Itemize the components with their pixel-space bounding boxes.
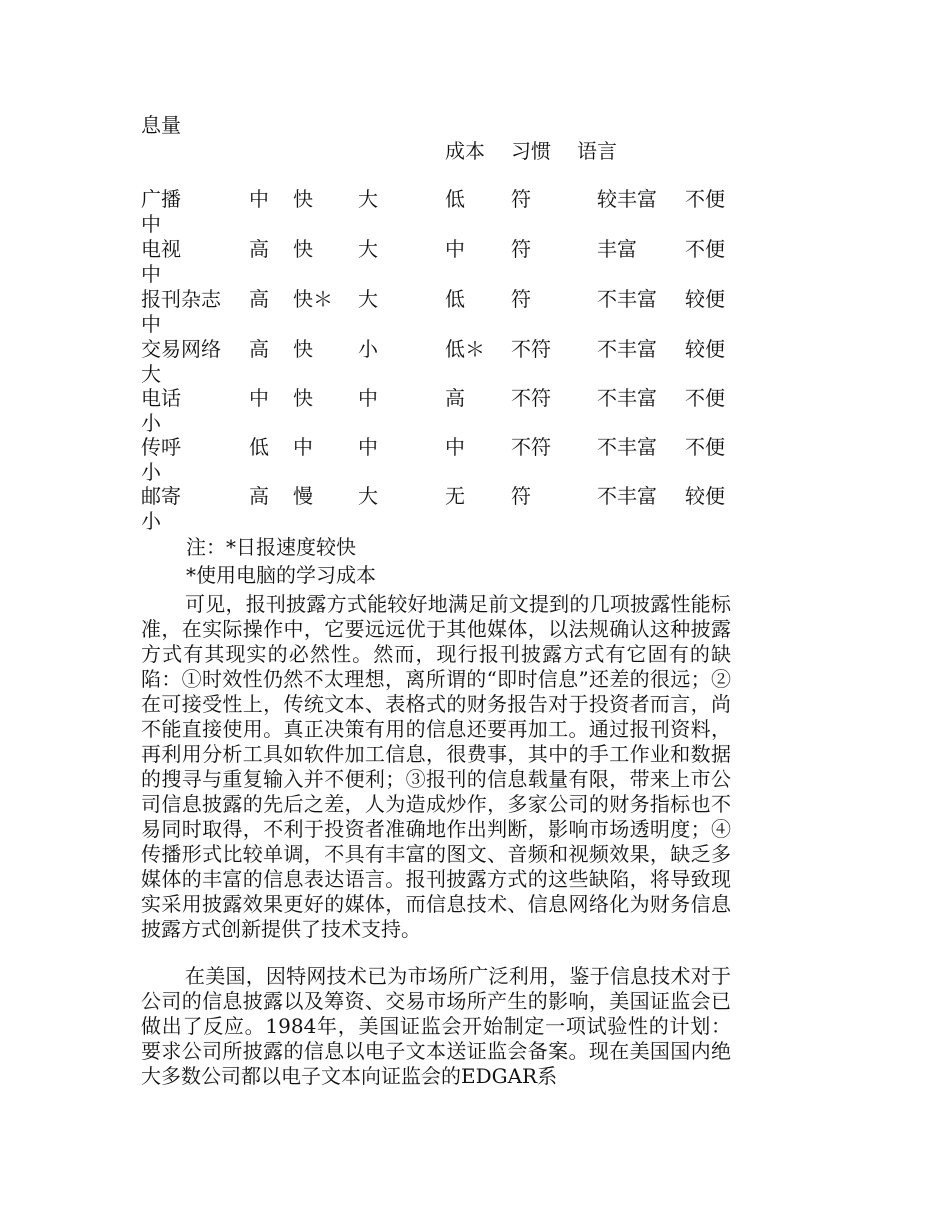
- table-cell: 不便: [685, 187, 725, 211]
- table-cell: 高: [445, 386, 465, 410]
- media-name: 传呼: [141, 435, 181, 459]
- table-cell: 大: [358, 484, 378, 508]
- table-cell-wrapped: 中: [141, 262, 161, 286]
- table-cell: 中: [445, 435, 465, 459]
- table-cell: 符: [511, 187, 531, 211]
- table-header-habit: 习惯: [511, 139, 551, 163]
- table-cell: 不便: [685, 386, 725, 410]
- table-row: [0, 237, 950, 287]
- table-note: *使用电脑的学习成本: [186, 563, 376, 587]
- table-cell: 高: [249, 337, 269, 361]
- table-cell: 低＊: [445, 337, 485, 361]
- table-cell: 不符: [511, 386, 551, 410]
- table-cell: 符: [511, 237, 531, 261]
- table-row: [0, 386, 950, 436]
- table-cell: 不丰富: [597, 484, 657, 508]
- table-cell: 低: [445, 287, 465, 311]
- table-cell-wrapped: 小: [141, 411, 161, 435]
- table-cell: 较丰富: [597, 187, 657, 211]
- table-cell: 快: [293, 386, 313, 410]
- table-cell: 中: [249, 187, 269, 211]
- table-cell: 中: [358, 435, 378, 459]
- table-cell: 大: [358, 187, 378, 211]
- body-paragraph: 在美国，因特网技术已为市场所广泛利用，鉴于信息技术对于公司的信息披露以及筹资、交易市场所产生的影响，美国证监会已做出了反应。1984年，美国证监会开始制定一项试验性的计划：要求公司所披露的信息以电子文本送证监会备案。现在美国国内绝大多数公司都以电子文本向证监会的EDGAR系: [141, 964, 731, 1088]
- table-header-overflow-text: 息量: [141, 113, 181, 137]
- body-paragraph: 可见，报刊披露方式能较好地满足前文提到的几项披露性能标准，在实际操作中，它要远远优于其他媒体，以法规确认这种披露方式有其现实的必然性。然而，现行报刊披露方式有它固有的缺陷：①时效性仍然不太理想，离所谓的“即时信息”还差的很远；②在可接受性上，传统文本、表格式的财务报告对于投资者而言，尚不能直接使用。真正决策有用的信息还要再加工。通过报刊资料，再利用分析工具如软件加工信息，很费事，其中的手工作业和数据的搜寻与重复输入并不便利；③报刊的信息载量有限，带来上市公司信息披露的先后之差，人为造成炒作，多家公司的财务指标也不易同时取得，不利于投资者准确地作出判断，影响市场透明度；④传播形式比较单调，不具有丰富的图文、音频和视频效果，缺乏多媒体的丰富的信息表达语言。报刊披露方式的这些缺陷，将导致现实采用披露效果更好的媒体，而信息技术、信息网络化为财务信息披露方式创新提供了技术支持。: [141, 592, 731, 941]
- table-row: [0, 187, 950, 237]
- table-cell-wrapped: 小: [141, 460, 161, 484]
- table-cell: 不丰富: [597, 337, 657, 361]
- table-cell: 无: [445, 484, 465, 508]
- table-cell: 中: [445, 237, 465, 261]
- table-cell: 中: [249, 386, 269, 410]
- table-cell: 大: [358, 287, 378, 311]
- table-cell: 不符: [511, 337, 551, 361]
- table-note: 注：*日报速度较快: [186, 535, 356, 559]
- table-cell: 不便: [685, 435, 725, 459]
- table-cell: 不丰富: [597, 435, 657, 459]
- table-cell-wrapped: 中: [141, 312, 161, 336]
- media-name: 电话: [141, 386, 181, 410]
- table-cell: 中: [293, 435, 313, 459]
- table-cell: 快: [293, 187, 313, 211]
- media-name: 交易网络: [141, 337, 221, 361]
- table-header-language: 语言: [577, 139, 617, 163]
- table-cell-wrapped: 大: [141, 362, 161, 386]
- table-row: [0, 287, 950, 337]
- table-cell: 不符: [511, 435, 551, 459]
- table-cell: 不便: [685, 237, 725, 261]
- table-row: [0, 484, 950, 534]
- table-cell: 小: [358, 337, 378, 361]
- table-cell: 较便: [685, 287, 725, 311]
- table-cell: 丰富: [597, 237, 637, 261]
- table-cell: 低: [445, 187, 465, 211]
- table-cell: 高: [249, 484, 269, 508]
- table-cell: 大: [358, 237, 378, 261]
- table-cell: 符: [511, 484, 531, 508]
- table-cell: 高: [249, 287, 269, 311]
- media-name: 报刊杂志: [141, 287, 221, 311]
- table-cell: 高: [249, 237, 269, 261]
- table-cell-wrapped: 中: [141, 212, 161, 236]
- media-name: 广播: [141, 187, 181, 211]
- table-cell: 不丰富: [597, 287, 657, 311]
- table-cell: 中: [358, 386, 378, 410]
- media-name: 邮寄: [141, 484, 181, 508]
- table-row: [0, 337, 950, 387]
- table-cell: 快: [293, 337, 313, 361]
- table-cell: 符: [511, 287, 531, 311]
- table-row: [0, 435, 950, 485]
- table-cell: 较便: [685, 484, 725, 508]
- table-cell: 快: [293, 237, 313, 261]
- table-cell: 慢: [293, 484, 313, 508]
- table-cell: 快＊: [293, 287, 333, 311]
- media-name: 电视: [141, 237, 181, 261]
- table-cell: 低: [249, 435, 269, 459]
- table-header-cost: 成本: [445, 139, 485, 163]
- table-cell-wrapped: 小: [141, 509, 161, 533]
- table-cell: 不丰富: [597, 386, 657, 410]
- table-cell: 较便: [685, 337, 725, 361]
